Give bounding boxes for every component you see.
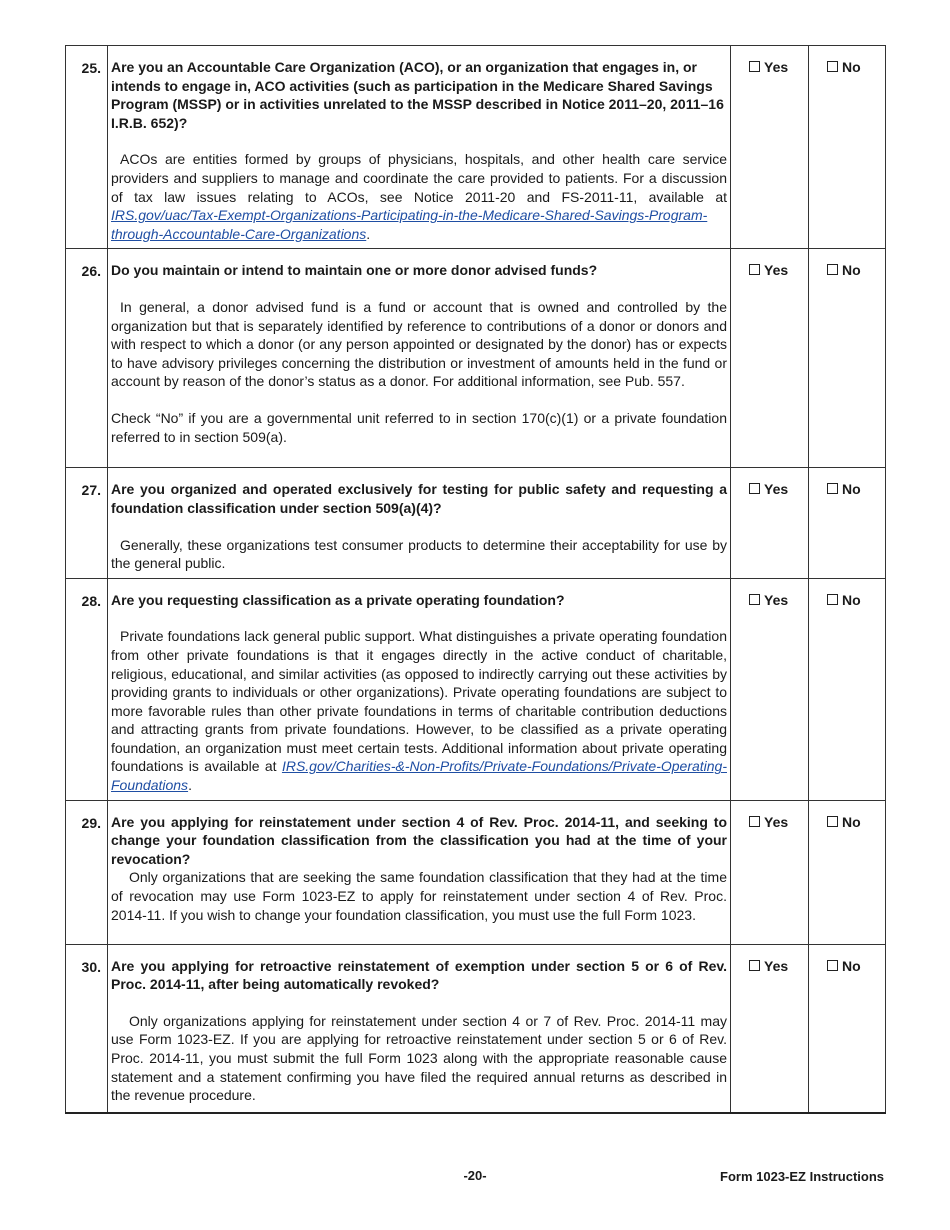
question-cell	[108, 249, 731, 468]
question-cell	[108, 468, 731, 578]
no-label: No	[842, 813, 861, 830]
yes-label: Yes	[764, 813, 789, 830]
question-explanation	[111, 868, 727, 924]
no-option[interactable]	[809, 249, 886, 468]
yes-option[interactable]	[731, 944, 809, 1113]
checkbox-icon[interactable]	[749, 61, 760, 72]
question-number: 29.	[66, 800, 108, 944]
question-explanation	[111, 627, 727, 794]
question-row-26	[66, 249, 886, 468]
checkbox-icon[interactable]	[827, 61, 838, 72]
yes-option[interactable]	[731, 46, 809, 249]
yes-label: Yes	[764, 591, 789, 608]
checkbox-icon[interactable]	[827, 594, 838, 605]
link-suffix: .	[366, 225, 371, 242]
no-option[interactable]	[809, 944, 886, 1113]
question-text: Are you organized and operated exclusively for testing for public safety and requesting a foundation classification under section 509(a)(4)?	[111, 481, 727, 516]
no-label: No	[842, 481, 861, 498]
explanation-text: Only organizations applying for reinstatement under section 4 or 7 of Rev. Proc. 2014-11 may use Form 1023-EZ. If you are applying for retroactive reinstatement under section 5 or 6 of Rev. Proc. 2014-11, you must submit the full Form 1023 along with the appropriate reasonable cause statement and a statement confirming you have filed the required annual returns as described in the revenue procedure.	[111, 1012, 727, 1104]
question-explanation	[111, 298, 727, 391]
question-row-30	[66, 944, 886, 1113]
question-explanation	[111, 1012, 727, 1105]
question-cell	[108, 800, 731, 944]
question-note: Check “No” if you are a governmental unit referred to in section 170(c)(1) or a private foundation referred to in section 509(a).	[111, 409, 727, 445]
private-operating-foundations-link[interactable]: IRS.gov/Charities-&-Non-Profits/Private-Foundations/Private-Operating-Foundations	[111, 758, 727, 794]
no-option[interactable]	[809, 46, 886, 249]
question-text: Are you applying for reinstatement under section 4 of Rev. Proc. 2014-11, and seeking to change your foundation classification from the classification you had at the time of your revocation?	[111, 813, 727, 867]
no-label: No	[842, 262, 861, 279]
question-explanation	[111, 536, 727, 573]
question-row-25	[66, 46, 886, 249]
question-cell	[108, 46, 731, 249]
question-number: 25.	[66, 46, 108, 249]
explanation-text: In general, a donor advised fund is a fund or account that is owned and controlled by the organization but that is separately identified by reference to contributions of a donor or donors and with respect to which a donor (or any person appointed or designated by the donor) has or expects to have advisory privileges concerning the distribution or investment of amounts held in the fund or account by reason of the donor’s status as a donor. For additional information, see Pub. 557.	[111, 298, 727, 390]
checkbox-icon[interactable]	[749, 264, 760, 275]
question-cell	[108, 944, 731, 1113]
no-option[interactable]	[809, 578, 886, 800]
question-number: 27.	[66, 468, 108, 578]
page-number: -20-	[463, 1168, 487, 1183]
yes-option[interactable]	[731, 800, 809, 944]
yes-option[interactable]	[731, 578, 809, 800]
checkbox-icon[interactable]	[827, 816, 838, 827]
yes-label: Yes	[764, 262, 789, 279]
checkbox-icon[interactable]	[827, 264, 838, 275]
explanation-text: Private foundations lack general public support. What distinguishes a private operating foundation from other private foundations is that it engages directly in the active conduct of charitable, religious, educational, and similar activities (as opposed to indirectly carrying out these activities by providing grants to individuals or other organizations). Private operating foundations are subject to more favorable rules than other private foundations in terms of charitable contribution deductions and attracting grants from private foundations. However, to be classified as a private operating foundation, an organization must meet certain tests. Additional information about private operating foundations is available at	[111, 628, 727, 775]
checkbox-icon[interactable]	[749, 594, 760, 605]
question-text: Are you an Accountable Care Organization (ACO), or an organization that engages in, or intends to engage in, ACO activities (such as participation in the Medicare Shared Savings Program (MSSP) or in activities unrelated to the MSSP described in Notice 2011–20, 2011–16 I.R.B. 652)?	[111, 59, 724, 131]
aco-info-link[interactable]: IRS.gov/uac/Tax-Exempt-Organizations-Participating-in-the-Medicare-Shared-Savings-Program-through-Accountable-Care-Organizations	[111, 207, 708, 242]
question-row-27	[66, 468, 886, 578]
checkbox-icon[interactable]	[749, 483, 760, 494]
question-row-29	[66, 800, 886, 944]
no-label: No	[842, 957, 861, 974]
checkbox-icon[interactable]	[749, 960, 760, 971]
question-row-28	[66, 578, 886, 800]
link-suffix: .	[188, 777, 192, 794]
no-option[interactable]	[809, 468, 886, 578]
question-number: 30.	[66, 944, 108, 1113]
yes-label: Yes	[764, 957, 789, 974]
question-explanation	[111, 150, 727, 243]
yes-label: Yes	[764, 481, 789, 498]
question-number: 28.	[66, 578, 108, 800]
questions-table	[65, 45, 886, 1114]
question-cell	[108, 578, 731, 800]
yes-label: Yes	[764, 59, 789, 75]
question-text: Do you maintain or intend to maintain one or more donor advised funds?	[111, 262, 598, 279]
question-text: Are you requesting classification as a private operating foundation?	[111, 591, 565, 608]
no-label: No	[842, 59, 861, 75]
checkbox-icon[interactable]	[749, 816, 760, 827]
explanation-text: ACOs are entities formed by groups of physicians, hospitals, and other health care service providers and suppliers to manage and coordinate the care provided to patients. For a discussion of tax law issues relating to ACOs, see Notice 2011-20 and FS-2011-11, available at	[111, 151, 727, 205]
yes-option[interactable]	[731, 468, 809, 578]
explanation-text: Only organizations that are seeking the same foundation classification that they had at the time of revocation may use Form 1023-EZ to apply for reinstatement under section 4 of Rev. Proc. 2014-11. If you wish to change your foundation classification, you must use the full Form 1023.	[111, 869, 727, 923]
yes-option[interactable]	[731, 249, 809, 468]
footer-form-title: Form 1023-EZ Instructions	[720, 1169, 884, 1184]
explanation-text: Generally, these organizations test consumer products to determine their acceptability for use by the general public.	[111, 536, 727, 572]
question-number: 26.	[66, 249, 108, 468]
no-option[interactable]	[809, 800, 886, 944]
checkbox-icon[interactable]	[827, 483, 838, 494]
no-label: No	[842, 591, 861, 608]
question-text: Are you applying for retroactive reinstatement of exemption under section 5 or 6 of Rev. Proc. 2014-11, after being automatically revoked?	[111, 957, 727, 993]
checkbox-icon[interactable]	[827, 960, 838, 971]
